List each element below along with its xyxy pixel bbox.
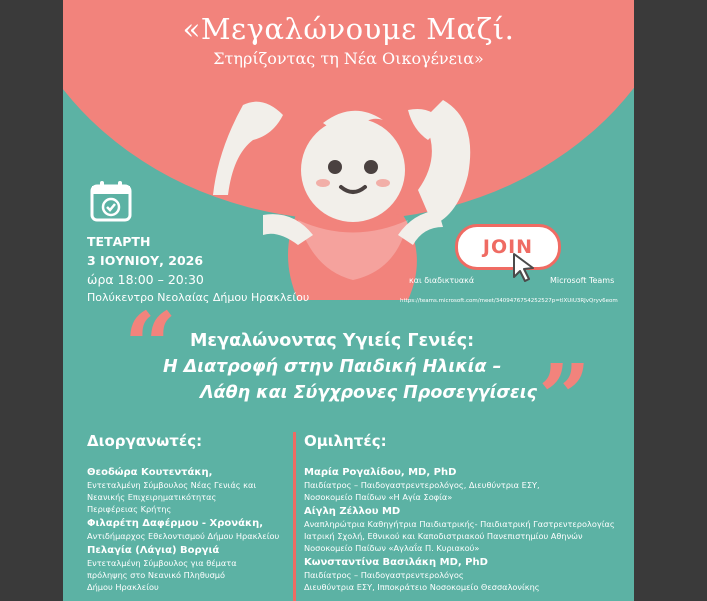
speaker-role: Διευθύντρια ΕΣΥ, Ιπποκράτειο Νοσοκομείο Θεσσαλονίκης — [304, 582, 540, 592]
event-day: ΤΕΤΑΡΤΗ — [87, 234, 151, 249]
speaker-role: Παιδίατρος – Παιδογαστρεντερολόγος, Διευθύντρια ΕΣΥ, — [304, 480, 540, 490]
speaker-name: Μαρία Ρογαλίδου, MD, PhD — [304, 467, 457, 478]
poster-subtitle: Στηρίζοντας τη Νέα Οικογένεια» — [213, 49, 484, 68]
organizer-name: Θεοδώρα Κουτεντάκη, — [87, 467, 213, 478]
organizer-role: Εντεταλμένη Σύμβουλος για θέματα — [87, 558, 237, 568]
column-divider — [293, 432, 296, 601]
open-quote-mark: “ — [124, 292, 177, 400]
join-button[interactable]: JOIN — [455, 224, 561, 270]
online-label: και διαδικτυακά — [409, 276, 475, 285]
platform-label: Microsoft Teams — [550, 276, 615, 285]
organizers-list — [87, 467, 287, 596]
organizers-heading: Διοργανωτές: — [87, 432, 203, 450]
poster-title: «Μεγαλώνουμε Μαζί. — [182, 12, 515, 46]
organizer-role: Αντιδήμαρχος Εθελοντισμού Δήμου Ηρακλείου — [87, 531, 280, 541]
list-item — [87, 545, 287, 593]
organizer-name: Φιλαρέτη Δαφέρμου - Χρονάκη, — [87, 518, 263, 529]
speaker-role: Παιδίατρος – Παιδογαστρεντερολόγος — [304, 570, 464, 580]
speakers-list — [304, 467, 634, 596]
speaker-name: Αίγλη Ζέλλου MD — [304, 506, 401, 517]
speakers-heading: Ομιλητές: — [304, 432, 387, 450]
list-item — [304, 467, 634, 503]
speaker-role: Ιατρική Σχολή, Εθνικού και Καποδιστριακού Πανεπιστημίου Αθηνών — [304, 531, 583, 541]
organizer-role: Περιφέρειας Κρήτης — [87, 504, 172, 514]
organizer-name: Πελαγία (Λάγια) Βοργιά — [87, 545, 220, 556]
event-time: ώρα 18:00 – 20:30 — [87, 272, 204, 287]
speaker-role: Νοσοκομείο Παίδων «Αγλαΐα Π. Κυριακού» — [304, 543, 480, 553]
speaker-role: Νοσοκομείο Παίδων «Η Αγία Σοφία» — [304, 492, 453, 502]
teams-link[interactable]: https://teams.microsoft.com/meet/3409476754252527p=tlXUiU3RJvQryv6eom — [400, 298, 618, 304]
organizer-role: Εντεταλμένη Σύμβουλος Νέας Γενιάς και — [87, 480, 257, 490]
event-poster — [63, 0, 634, 601]
topic-line-2: Η Διατροφή στην Παιδική Ηλικία – — [163, 357, 502, 377]
organizer-role: Δήμου Ηρακλείου — [87, 582, 159, 592]
organizer-role: πρόληψης στο Νεανικό Πληθυσμό — [87, 570, 225, 580]
speaker-role: Αναπληρώτρια Καθηγήτρια Παιδιατρικής- Παιδιατρική Γαστρεντερολογίας — [304, 519, 615, 529]
organizer-role: Νεανικής Επιχειρηματικότητας — [87, 492, 217, 502]
close-quote-mark: ” — [538, 344, 591, 452]
speaker-name: Κωνσταντίνα Βασιλάκη MD, PhD — [304, 557, 488, 568]
event-date: 3 ΙΟΥΝΙΟΥ, 2026 — [87, 253, 204, 268]
topic-line-3: Λάθη και Σύγχρονες Προσεγγίσεις — [200, 383, 537, 403]
event-details — [87, 234, 309, 304]
cursor-pointer-icon — [511, 252, 537, 282]
list-item — [304, 506, 634, 554]
list-item — [304, 557, 634, 593]
calendar-check-icon — [90, 180, 132, 222]
list-item — [87, 518, 287, 542]
topic-line-1: Μεγαλώνοντας Υγιείς Γενιές: — [190, 331, 475, 351]
event-venue: Πολύκεντρο Νεολαίας Δήμου Ηρακλείου — [87, 291, 310, 304]
list-item — [87, 467, 287, 515]
